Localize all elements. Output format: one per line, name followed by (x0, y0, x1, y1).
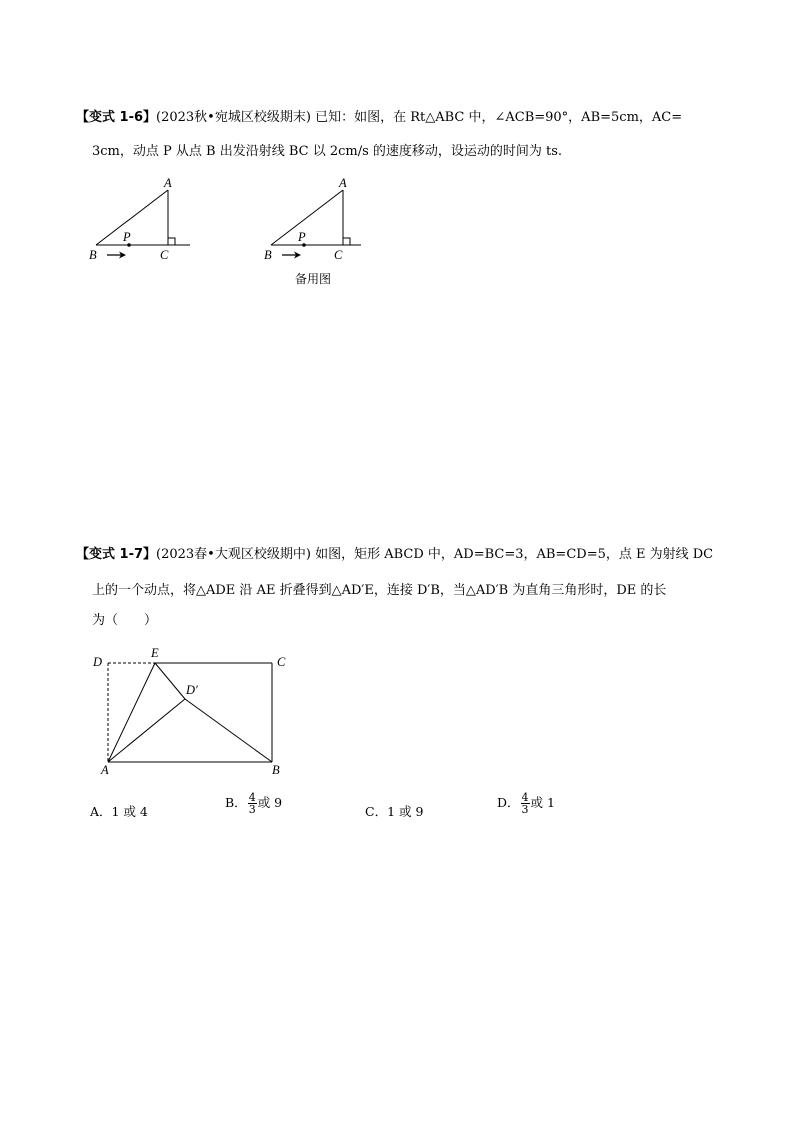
label-B-spare: B (264, 248, 272, 262)
problem1-text-line2: 3cm，动点 P 从点 B 出发沿射线 BC 以 2cm/s 的速度移动，设运动的时间为 ts. (92, 144, 563, 159)
label-A-rect: A (101, 763, 109, 777)
option-b-fraction (248, 792, 257, 815)
label-A-main: A (164, 176, 172, 190)
spare-figure-caption: 备用图 (295, 272, 332, 286)
problem2-tag: 【变式 1-7】 (76, 547, 157, 562)
option-d-suffix: 或 1 (530, 795, 555, 810)
option-c-text: 1 或 9 (387, 804, 424, 819)
problem1-line2 (92, 143, 562, 161)
option-d-letter: D． (497, 795, 520, 810)
problem2-text-line1: 如图，矩形 ABCD 中，AD=BC=3，AB=CD=5，点 E 为射线 DC (315, 547, 714, 562)
label-C-spare: C (334, 248, 343, 262)
option-b-letter: B． (225, 795, 247, 810)
problem2-line3 (92, 612, 157, 630)
label-B-rect: B (272, 763, 280, 777)
problem2-line2 (92, 582, 666, 600)
option-c[interactable] (365, 802, 423, 820)
label-C-rect: C (277, 655, 286, 669)
label-Dprime-rect: D′ (186, 683, 198, 697)
problem1-source: (2023秋•宛城区校级期末) (156, 110, 311, 125)
option-c-letter: C． (365, 804, 388, 819)
problem1-tag: 【变式 1-6】 (76, 110, 157, 125)
label-E-rect: E (151, 646, 159, 660)
option-b[interactable] (225, 792, 282, 815)
option-d[interactable] (497, 792, 555, 815)
option-b-suffix: 或 9 (257, 795, 283, 810)
problem2-text-line3: 为（ ） (92, 613, 158, 628)
problem1-line1 (76, 109, 682, 127)
option-d-denominator: 3 (521, 803, 529, 816)
label-P-spare: P (298, 230, 306, 244)
option-a-text: 1 或 4 (111, 804, 148, 819)
problem1-text-line1: 已知：如图，在 Rt△ABC 中，∠ACB=90°，AB=5cm，AC= (315, 110, 683, 125)
label-C-main: C (160, 248, 169, 262)
option-d-fraction (521, 792, 530, 815)
option-a-letter: A． (90, 804, 112, 819)
rectangle-fold-figure (100, 655, 300, 775)
triangle-figure-main (90, 178, 210, 268)
option-a[interactable] (90, 802, 148, 820)
option-b-numerator: 4 (248, 791, 256, 804)
label-A-spare: A (339, 176, 347, 190)
problem2-text-line2: 上的一个动点，将△ADE 沿 AE 折叠得到△AD′E，连接 D′B，当△AD′B 为直角三角形时，DE 的长 (92, 583, 667, 598)
problem2-source: (2023春•大观区校级期中) (156, 547, 311, 562)
label-B-main: B (89, 248, 97, 262)
triangle-figure-spare (265, 178, 385, 268)
label-D-rect: D (93, 655, 103, 669)
label-P-main: P (123, 230, 131, 244)
problem2-line1 (76, 546, 713, 564)
option-d-numerator: 4 (521, 791, 529, 804)
option-b-denominator: 3 (248, 803, 256, 816)
